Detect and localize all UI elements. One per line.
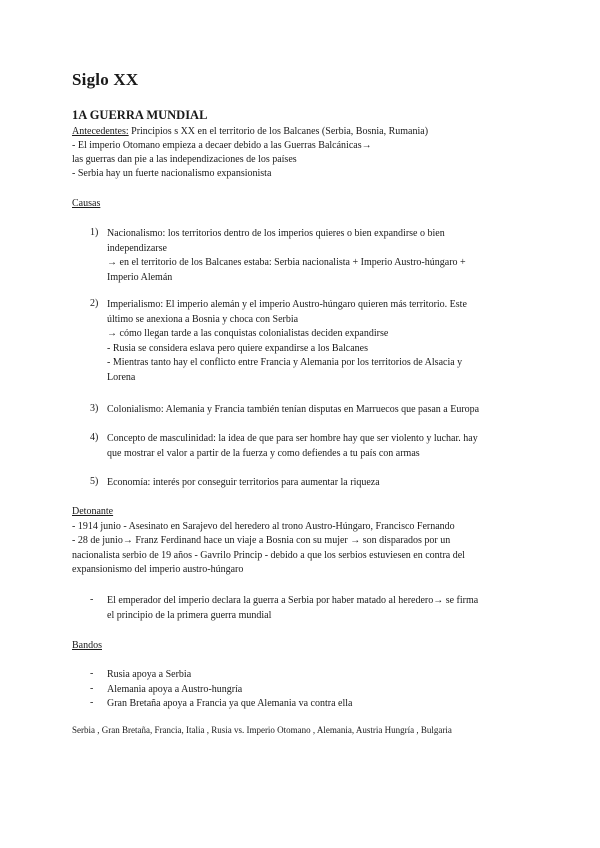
detonante-text: - 1914 junio - Asesinato en Sarajevo del heredero al trono Austro-Húngaro, Francisco Fernando bbox=[72, 521, 455, 532]
bullet-text: El emperador del imperio declara la guerra a Serbia por haber matado al heredero→ se firma bbox=[107, 595, 479, 606]
detonante-text: expansionismo del imperio austro-húngaro bbox=[72, 564, 244, 575]
detonante-text: - 28 de junio→ Franz Ferdinand hace un viaje a Bosnia con su mujer → son disparados por un bbox=[72, 535, 451, 546]
bullet-dash: - bbox=[90, 697, 94, 708]
detonante-heading: Detonante bbox=[72, 506, 114, 517]
causa-text: Imperio Alemán bbox=[107, 271, 173, 283]
causa-item-masculinidad bbox=[107, 432, 527, 461]
causa-item-nacionalismo bbox=[107, 227, 527, 285]
page-title: Siglo XX bbox=[72, 70, 139, 89]
detonante-bullet bbox=[107, 594, 478, 623]
causa-number: 2) bbox=[90, 298, 99, 309]
causa-number: 4) bbox=[90, 432, 99, 443]
bullet-dash: - bbox=[90, 594, 94, 605]
bullet-dash: - bbox=[90, 683, 94, 694]
bandos-item: Gran Bretaña apoya a Francia ya que Alemania va contra ella bbox=[107, 698, 353, 709]
antecedentes-text: - Serbia hay un fuerte nacionalismo expansionista bbox=[72, 168, 272, 179]
causa-text: Lorena bbox=[107, 371, 136, 383]
antecedentes-text: - El imperio Otomano empieza a decaer debido a las Guerras Balcánicas→ bbox=[72, 140, 372, 151]
alliances-summary: Serbia , Gran Bretaña, Francia, Italia , Rusia vs. Imperio Otomano , Alemania, Austria Hungría , Bulgaria bbox=[72, 725, 452, 735]
causa-item-colonialismo bbox=[107, 403, 527, 418]
causas-heading: Causas bbox=[72, 198, 101, 209]
bandos-item: Rusia apoya a Serbia bbox=[107, 669, 192, 680]
section-title: 1A GUERRA MUNDIAL bbox=[72, 108, 208, 122]
causa-number: 3) bbox=[90, 403, 99, 414]
causa-item-economia bbox=[107, 476, 527, 491]
causa-number: 5) bbox=[90, 476, 99, 487]
antecedentes-line bbox=[72, 125, 428, 139]
causa-text: Concepto de masculinidad: la idea de que para ser hombre hay que ser violento y luchar. hay bbox=[107, 433, 478, 444]
detonante-text: nacionalista serbio de 19 años - Gavrilo Princip - debido a que los serbios estuviesen en contra del bbox=[72, 550, 465, 561]
bullet-text: el principio de la primera guerra mundial bbox=[107, 609, 272, 621]
bandos-heading: Bandos bbox=[72, 640, 102, 651]
causa-number: 1) bbox=[90, 227, 99, 238]
causa-text: Colonialismo: Alemania y Francia también tenían disputas en Marruecos que pasan a Europa bbox=[107, 404, 480, 415]
bullet-dash: - bbox=[90, 668, 94, 679]
causa-text: independizarse bbox=[107, 242, 167, 254]
antecedentes-text: las guerras dan pie a las independizaciones de los países bbox=[72, 154, 297, 165]
causa-text: - Rusia se considera eslava pero quiere expandirse a los Balcanes bbox=[107, 342, 369, 354]
causa-text: - Mientras tanto hay el conflicto entre Francia y Alemania por los territorios de Alsacia y bbox=[107, 357, 463, 368]
causa-text: Economía: interés por conseguir territorios para aumentar la riqueza bbox=[107, 477, 380, 488]
antecedentes-label: Antecedentes: bbox=[72, 126, 129, 137]
causa-text: → en el territorio de los Balcanes estaba: Serbia nacionalista + Imperio Austro-húngaro + bbox=[107, 257, 466, 268]
causa-text: Nacionalismo: los territorios dentro de los imperios quieres o bien expandirse o bien bbox=[107, 228, 445, 239]
causa-item-imperialismo bbox=[107, 298, 527, 385]
causa-text: último se anexiona a Bosnia y choca con Serbia bbox=[107, 313, 299, 325]
causa-text: que mostrar el valor a partir de la fuerza y como defiendes a tu país con armas bbox=[107, 447, 420, 459]
causa-text: → cómo llegan tarde a las conquistas colonialistas deciden expandirse bbox=[107, 328, 389, 339]
causa-text: Imperialismo: El imperio alemán y el imperio Austro-húngaro quieren más territorio. Este bbox=[107, 299, 467, 310]
bandos-item: Alemania apoya a Austro-hungría bbox=[107, 684, 243, 695]
antecedentes-intro: Principios s XX en el territorio de los Balcanes (Serbia, Bosnia, Rumania) bbox=[128, 126, 429, 137]
